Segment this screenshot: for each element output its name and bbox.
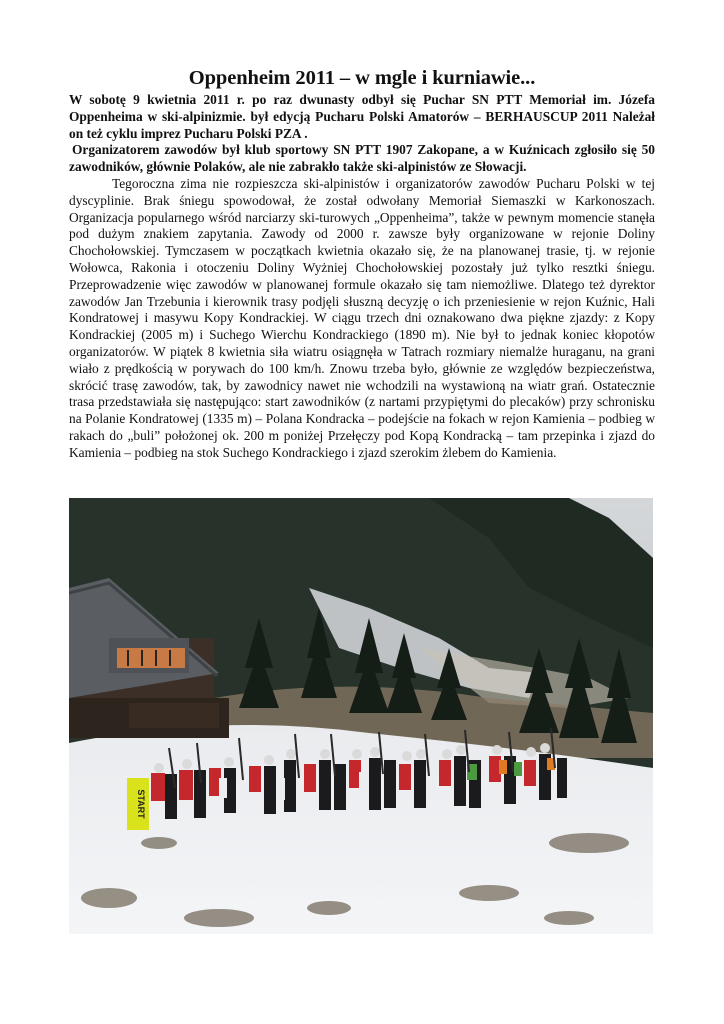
race-photo xyxy=(69,498,653,934)
article-title: Oppenheim 2011 – w mgle i kurniawie... xyxy=(188,67,536,89)
svg-text:START: START xyxy=(136,789,146,819)
race-photo-illustration xyxy=(69,498,653,934)
start-banner xyxy=(127,778,149,830)
lead-paragraph-2: Organizatorem zawodów był klub sportowy SN PTT 1907 Zakopane, a w Kuźnicach zgłosiło się 50 zawodników, głównie Polaków, ale nie zabrakło także ski-alpinistów ze Słowacji. xyxy=(69,142,655,175)
document-page xyxy=(69,66,655,462)
body-paragraph: Tegoroczna zima nie rozpieszcza ski-alpinistów i organizatorów zawodów Pucharu Polski w tej dyscyplinie. Brak śniegu spowodował, że został odwołany Memoriał Siemaszki w Karkonoszach. Organizacja popularnego wśród narciarzy ski-turowych „Oppenheima”, także w pewnym momencie stanęła pod dużym znakiem zapytania. Zawody od 2000 r. zawsze były organizowane w rejonie Doliny Chochołowskiej. Tymczasem w początkach kwietnia okazało się, że na planowanej trasie, tj. w rejonie Wołowca, Rakonia i otoczeniu Doliny Wyżniej Chochołowskiej pozostały już tylko resztki śniegu. Przeprowadzenie więc zawodów w planowanej formule okazało się tam niemożliwe. Dlatego też dyrektor zawodów Jan Trzebunia i kierownik trasy podjęli słuszną decyzję o ich przeniesienie w rejon Kuźnic, Hali Kondratowej i masywu Kopy Kondrackiej. W ciągu trzech dni oznakowano dwa piękne zjazdy: z Kopy Kondrackiej (2005 m) i Suchego Wierchu Kondrackiego (1890 m). Nie był to jednak koniec kłopotów organizatorów. W piątek 8 kwietnia siła wiatru osiągnęła w Tatrach rozmiary niemalże huraganu, na grani wiało z prędkością w porywach do 100 km/h. Znowu trzeba było, głównie ze względów bezpieczeństwa, skrócić trasę zawodów, tak, by zawodnicy nawet nie wchodzili na wystawioną na wiatr grań. Ostatecznie trasa przedstawiała się następująco: start zawodników (z nartami przypiętymi do plecaków) przy schronisku na Polanie Kondratowej (1335 m) – Polana Kondracka – podejście na fokach w rejon Kamienia – podbieg w rakach do „buli” położonej ok. 200 m poniżej Przełęczy pod Kopą Kondracką – tam przepinka i zjazd do Kamienia – podbieg na stok Suchego Kondrackiego i zjazd szerokim żlebem do Kamienia. xyxy=(69,175,655,460)
lead-paragraph-1: W sobotę 9 kwietnia 2011 r. po raz dwunasty odbył się Puchar SN PTT Memoriał im. Józefa Oppenheima w ski-alpinizmie. był edycją Pucharu Polski Amatorów – BERHAUSCUP 2011 Należał on też cyklu imprez Pucharu Polski PZA . xyxy=(69,92,655,141)
